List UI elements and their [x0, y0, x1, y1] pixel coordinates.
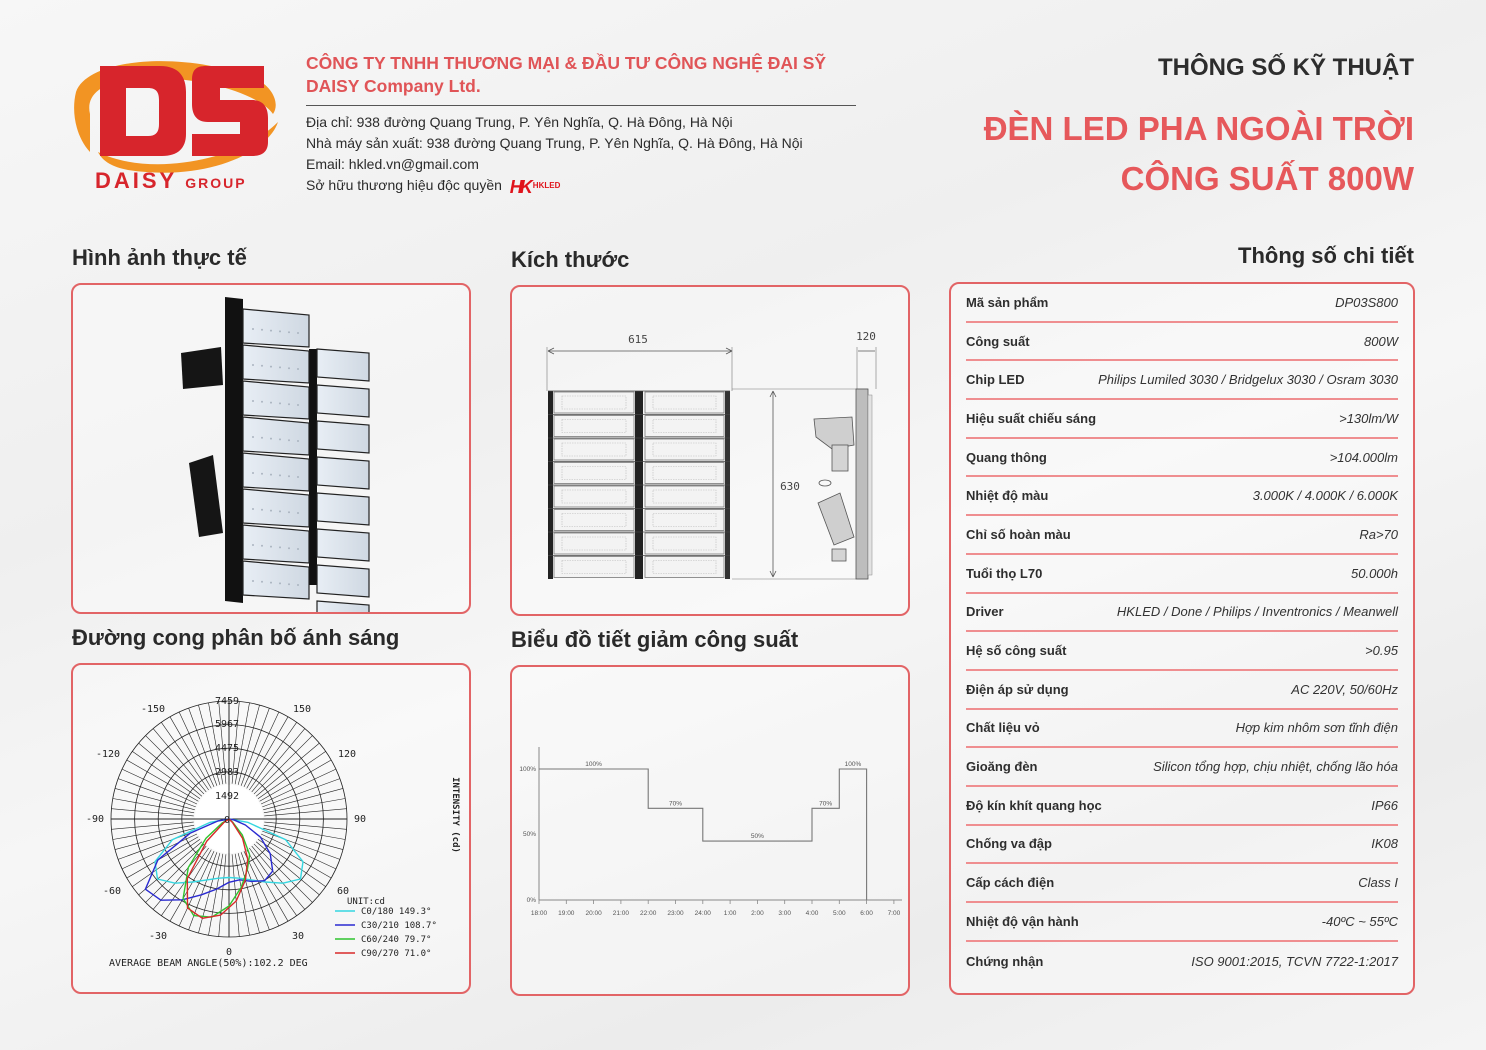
- led-module: [317, 349, 369, 381]
- module-outline: [645, 510, 724, 531]
- x-tick-label: 20:00: [585, 910, 602, 917]
- angle-tick-label: 60: [336, 886, 350, 897]
- led-module: [243, 561, 309, 599]
- polar-spoke: [111, 809, 193, 816]
- polar-spoke: [113, 825, 194, 839]
- spec-value: Class I: [1358, 875, 1398, 891]
- radial-tick-label: 1492: [214, 791, 240, 802]
- angle-tick-label: 150: [292, 704, 312, 715]
- mount-bracket-top: [181, 347, 223, 389]
- spec-label: Hệ số công suất: [966, 643, 1067, 659]
- angle-tick-label: 90: [353, 814, 367, 825]
- led-module: [317, 493, 369, 525]
- company-info: [306, 52, 856, 198]
- y-tick-label: 0%: [526, 897, 536, 904]
- spec-value: IP66: [1371, 797, 1398, 813]
- section-title-dimming: Biểu đồ tiết giảm công suất: [511, 627, 799, 652]
- legend-label: C60/240 79.7°: [361, 935, 432, 945]
- section-title-light-curve: Đường cong phân bố ánh sáng: [72, 625, 400, 650]
- polar-spoke: [209, 854, 223, 935]
- dimming-steps: [539, 769, 867, 900]
- y-tick-label: 100%: [519, 766, 536, 773]
- spec-label: Chip LED: [966, 372, 1025, 388]
- angle-tick-label: 30: [291, 931, 305, 942]
- step-label: 100%: [844, 761, 862, 768]
- dimming-chart-panel: [510, 665, 910, 996]
- polar-spoke: [132, 839, 200, 886]
- polar-chart: [73, 665, 469, 992]
- spec-value: >130lm/W: [1339, 410, 1398, 426]
- x-tick-label: 7:00: [887, 910, 901, 917]
- document-title: THÔNG SỐ KỸ THUẬT: [1158, 54, 1414, 81]
- module-outline: [645, 533, 724, 554]
- angle-tick-label: -60: [102, 886, 122, 897]
- spec-row: [966, 748, 1398, 787]
- spec-label: Nhiệt độ vận hành: [966, 913, 1079, 929]
- angle-tick-label: 120: [337, 749, 357, 760]
- spec-row: [966, 555, 1398, 594]
- x-tick-label: 5:00: [832, 910, 846, 917]
- spec-value: AC 220V, 50/60Hz: [1291, 681, 1398, 697]
- module-outline: [645, 416, 724, 437]
- spec-value: HKLED / Done / Philips / Inventronics / Meanwell: [1116, 604, 1398, 620]
- section-title-photo: Hình ảnh thực tế: [72, 245, 247, 270]
- company-factory: Nhà máy sản xuất: 938 đường Quang Trung, P. Yên Nghĩa, Q. Hà Đông, Hà Nội: [306, 135, 803, 151]
- module-outline: [645, 486, 724, 507]
- angle-tick-label: -120: [95, 749, 121, 760]
- x-tick-label: 1:00: [723, 910, 737, 917]
- spec-row: [966, 400, 1398, 439]
- spec-label: Tuổi thọ L70: [966, 565, 1043, 581]
- spec-value: Philips Lumiled 3030 / Bridgelux 3030 / Osram 3030: [1098, 372, 1398, 388]
- led-module: [243, 417, 309, 455]
- led-modules: [243, 309, 369, 612]
- module-outline: [645, 557, 724, 578]
- spec-row: [966, 594, 1398, 633]
- module-outline: [554, 416, 634, 437]
- spec-row: [966, 942, 1398, 981]
- spec-label: Nhiệt độ màu: [966, 488, 1049, 504]
- module-outline: [554, 533, 634, 554]
- led-module: [317, 529, 369, 561]
- brand-ownership: [306, 175, 856, 198]
- section-title-dimensions: Kích thước: [511, 247, 630, 272]
- spec-row: [966, 323, 1398, 362]
- polar-spoke: [115, 788, 195, 809]
- polar-spoke: [264, 822, 346, 829]
- x-tick-label: 18:00: [530, 910, 548, 917]
- light-curve-panel: [71, 663, 471, 994]
- spec-label: Driver: [966, 604, 1004, 620]
- step-label: 100%: [585, 761, 602, 768]
- polar-spoke: [249, 722, 296, 790]
- spec-label: Mã sản phẩm: [966, 294, 1049, 310]
- spec-row: [966, 826, 1398, 865]
- spec-value: 800W: [1364, 333, 1398, 349]
- spec-label: Cấp cách điện: [966, 875, 1055, 891]
- depth-label: 120: [856, 330, 876, 343]
- step-label: 70%: [819, 800, 833, 808]
- spec-label: Chứng nhận: [966, 953, 1044, 969]
- section-title-specs: Thông số chi tiết: [1238, 243, 1414, 268]
- spec-row: [966, 710, 1398, 749]
- product-photo: [73, 285, 469, 612]
- spec-table: [949, 282, 1415, 995]
- led-module: [317, 385, 369, 417]
- company-name-vi: CÔNG TY TNHH THƯƠNG MẠI & ĐẦU TƯ CÔNG NGHỆ ĐẠI SỸ: [306, 53, 827, 73]
- polar-spoke: [238, 705, 259, 785]
- polar-spoke: [111, 822, 193, 829]
- product-title: [984, 104, 1414, 204]
- hkled-mark: HK: [509, 177, 530, 197]
- company-name-en: DAISY Company Ltd.: [306, 76, 481, 96]
- spec-row: [966, 632, 1398, 671]
- spec-value: ISO 9001:2015, TCVN 7722-1:2017: [1191, 953, 1398, 969]
- unit-label: UNIT:cd: [347, 897, 385, 907]
- polar-spoke: [263, 788, 343, 809]
- led-module: [243, 309, 309, 347]
- spec-row: [966, 439, 1398, 478]
- hkled-text: HKLED: [532, 181, 561, 190]
- polar-spoke: [244, 851, 279, 926]
- product-title-line2: CÔNG SUẤT 800W: [1120, 160, 1414, 197]
- led-module: [243, 489, 309, 527]
- led-module: [243, 345, 309, 383]
- module-outline: [554, 392, 634, 413]
- spec-value: Ra>70: [1359, 526, 1398, 542]
- module-outline: [645, 463, 724, 484]
- spec-label: Điện áp sử dụng: [966, 681, 1069, 697]
- divider: [306, 105, 856, 106]
- polar-spoke: [161, 722, 208, 790]
- led-module: [317, 565, 369, 597]
- hkled-logo: [510, 175, 561, 198]
- mount-bracket-bottom: [189, 455, 223, 537]
- polar-spoke: [254, 736, 312, 794]
- polar-spoke: [258, 839, 326, 886]
- spec-row: [966, 671, 1398, 710]
- polar-spoke: [113, 799, 194, 813]
- dimension-drawing: [512, 287, 908, 614]
- angle-tick-label: -30: [148, 931, 168, 942]
- module-outline: [554, 510, 634, 531]
- spec-value: >104.000lm: [1329, 449, 1398, 465]
- angle-tick-label: -90: [85, 814, 105, 825]
- angle-tick-label: -150: [140, 704, 166, 715]
- spec-row: [966, 477, 1398, 516]
- polar-spoke: [263, 828, 343, 849]
- step-label: 70%: [668, 800, 683, 808]
- spec-row: [966, 361, 1398, 400]
- spec-value: Hợp kim nhôm sơn tĩnh điện: [1235, 720, 1398, 736]
- radial-tick-label: 2983: [214, 767, 240, 778]
- spec-label: Quang thông: [966, 449, 1047, 465]
- polar-spoke: [146, 736, 204, 794]
- module-outline: [554, 486, 634, 507]
- legend-label: C0/180 149.3°: [361, 907, 432, 917]
- radial-tick-label: 4475: [214, 743, 240, 754]
- y-tick-label: 50%: [522, 831, 536, 838]
- dimension-drawing-panel: [510, 285, 910, 616]
- spec-label: Chống va đập: [966, 836, 1052, 852]
- polar-spoke: [238, 853, 259, 933]
- front-view: [548, 391, 730, 579]
- polar-spoke: [264, 799, 345, 813]
- side-view: [814, 389, 872, 579]
- led-module: [317, 601, 369, 612]
- polar-spoke: [261, 769, 336, 804]
- spec-value: 50.000h: [1351, 565, 1398, 581]
- polar-spoke: [264, 825, 345, 839]
- spec-row: [966, 787, 1398, 826]
- legend-label: C30/210 108.7°: [361, 921, 437, 931]
- module-outline: [554, 463, 634, 484]
- logo-letter-d: [100, 66, 186, 156]
- logo-group: GROUP: [185, 175, 247, 191]
- x-tick-label: 6:00: [860, 910, 873, 917]
- spec-value: -40ºC ~ 55ºC: [1321, 913, 1398, 929]
- logo-letter-s: [192, 66, 268, 156]
- spec-label: Hiệu suất chiếu sáng: [966, 410, 1097, 426]
- logo-name: DAISY: [95, 168, 178, 193]
- polar-spoke: [219, 854, 226, 936]
- spec-label: Gioăng đèn: [966, 759, 1038, 775]
- spec-label: Chất liệu vỏ: [966, 720, 1040, 736]
- frame-left: [225, 297, 243, 603]
- led-module: [243, 381, 309, 419]
- led-module: [317, 421, 369, 453]
- polar-spoke: [179, 712, 214, 787]
- polar-spoke: [244, 712, 279, 787]
- x-tick-label: 3:00: [778, 910, 792, 917]
- spec-label: Chỉ số hoàn màu: [966, 526, 1071, 542]
- polar-spoke: [122, 769, 197, 804]
- x-tick-label: 21:00: [612, 910, 630, 917]
- legend-label: C90/270 71.0°: [361, 949, 432, 959]
- spec-value: IK08: [1371, 836, 1398, 852]
- spec-value: 3.000K / 4.000K / 6.000K: [1252, 488, 1398, 504]
- x-tick-label: 23:00: [667, 910, 684, 917]
- radial-tick-label: 7459: [214, 696, 240, 707]
- width-label: 615: [628, 333, 648, 346]
- spec-row: [966, 284, 1398, 323]
- spec-value: >0.95: [1365, 643, 1398, 659]
- intensity-axis-label: INTENSITY (cd): [450, 777, 460, 853]
- dimming-chart: [512, 667, 908, 994]
- logo-wordmark: [95, 168, 247, 194]
- spec-row: [966, 516, 1398, 555]
- radial-tick-label: 5967: [214, 719, 240, 730]
- module-outline: [554, 557, 634, 578]
- company-email[interactable]: Email: hkled.vn@gmail.com: [306, 156, 479, 172]
- spec-row: [966, 903, 1398, 942]
- frame-middle: [309, 349, 317, 585]
- polar-spoke: [258, 751, 326, 798]
- beam-angle-footer: AVERAGE BEAM ANGLE(50%):102.2 DEG: [109, 958, 308, 969]
- brand-owner-label: Sở hữu thương hiệu độc quyền: [306, 177, 502, 193]
- x-tick-label: 22:00: [640, 910, 657, 917]
- x-tick-label: 24:00: [694, 910, 711, 917]
- polar-spoke: [132, 751, 200, 798]
- dimming-labels: [519, 761, 900, 917]
- led-module: [243, 525, 309, 563]
- step-label: 50%: [750, 833, 764, 841]
- center-tick-label: 0: [223, 815, 231, 826]
- x-tick-label: 2:00: [751, 910, 764, 917]
- module-outline: [645, 439, 724, 460]
- angle-tick-label: 0: [225, 947, 233, 958]
- spec-row: [966, 864, 1398, 903]
- spec-label: Công suất: [966, 333, 1030, 349]
- module-outline: [554, 439, 634, 460]
- spec-value: DP03S800: [1335, 294, 1398, 310]
- polar-legend: [335, 907, 437, 959]
- dimming-axes: [539, 747, 902, 904]
- module-outline: [645, 392, 724, 413]
- polar-spoke: [146, 844, 204, 902]
- polar-spoke: [264, 809, 346, 816]
- led-module: [317, 457, 369, 489]
- dimming-step-line: [539, 769, 867, 900]
- product-photo-panel: [71, 283, 471, 614]
- height-label: 630: [780, 480, 800, 493]
- company-address: Địa chỉ: 938 đường Quang Trung, P. Yên Nghĩa, Q. Hà Đông, Hà Nội: [306, 114, 733, 130]
- polar-spoke: [254, 844, 312, 902]
- polar-spoke: [198, 853, 219, 933]
- product-title-line1: ĐÈN LED PHA NGOÀI TRỜI: [983, 110, 1414, 147]
- polar-spoke: [122, 834, 197, 869]
- led-module: [243, 453, 309, 491]
- spec-label: Độ kín khít quang học: [966, 797, 1102, 813]
- x-tick-label: 4:00: [805, 910, 819, 917]
- spec-value: Silicon tổng hợp, chịu nhiệt, chống lão hóa: [1153, 759, 1398, 775]
- x-tick-label: 19:00: [558, 910, 575, 917]
